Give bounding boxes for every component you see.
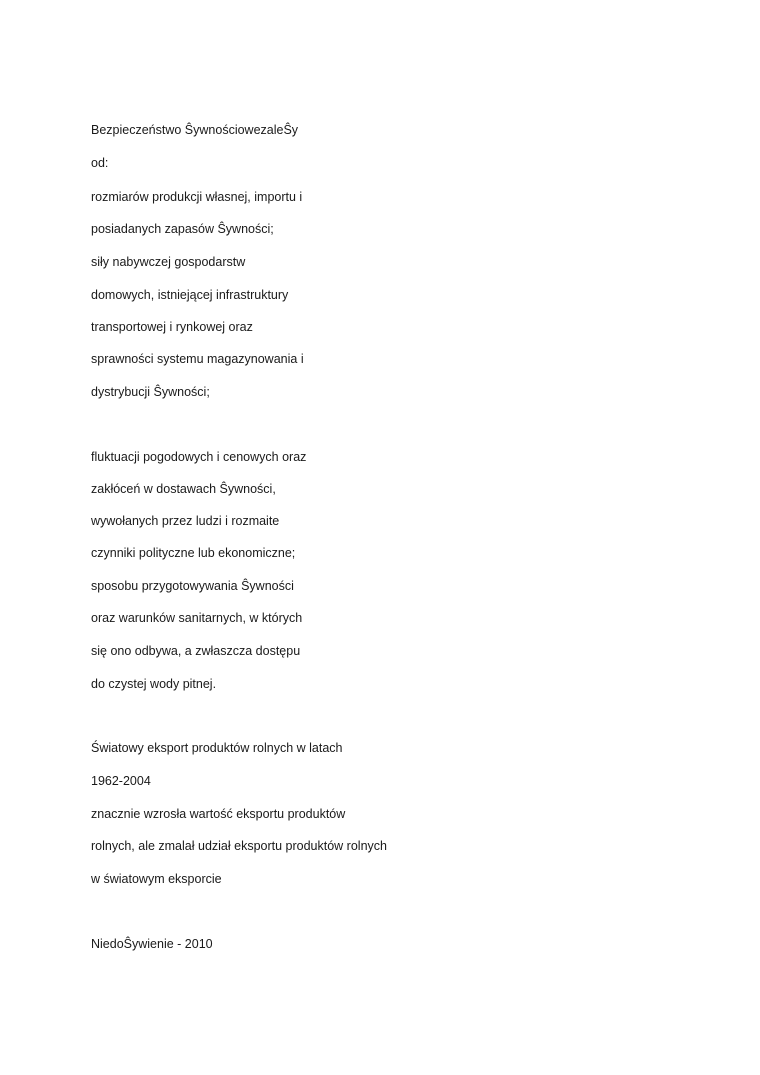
text-line: sposobu przygotowywania Ŝywności [91,579,294,593]
text-line: dystrybucji Ŝywności; [91,385,210,399]
text-line: rolnych, ale zmalał udział eksportu produktów rolnych [91,839,387,853]
section4-heading: NiedoŜywienie - 2010 [91,937,213,951]
text-line: wywołanych przez ludzi i rozmaite [91,514,280,528]
text-line: sprawności systemu magazynowania i [91,352,304,366]
section1-heading: Bezpieczeństwo ŜywnościowezaleŜy [91,123,299,137]
text-line: znacznie wzrosła wartość eksportu produktów [91,807,346,821]
text-line: fluktuacji pogodowych i cenowych oraz [91,450,307,464]
text-line: transportowej i rynkowej oraz [91,320,253,334]
text-line: domowych, istniejącej infrastruktury [91,288,289,302]
text-line: od: [91,156,109,170]
text-line: czynniki polityczne lub ekonomiczne; [91,546,296,560]
text-line: się ono odbywa, a zwłaszcza dostępu [91,644,301,658]
text-line: 1962-2004 [91,774,151,788]
text-line: siły nabywczej gospodarstw [91,255,246,269]
text-line: w światowym eksporcie [91,872,222,886]
text-line: rozmiarów produkcji własnej, importu i [91,190,303,204]
text-line: zakłóceń w dostawach Ŝywności, [91,482,276,496]
section3-heading: Światowy eksport produktów rolnych w latach [91,741,343,755]
text-line: posiadanych zapasów Ŝywności; [91,222,274,236]
text-line: oraz warunków sanitarnych, w których [91,611,303,625]
text-line: do czystej wody pitnej. [91,677,217,691]
